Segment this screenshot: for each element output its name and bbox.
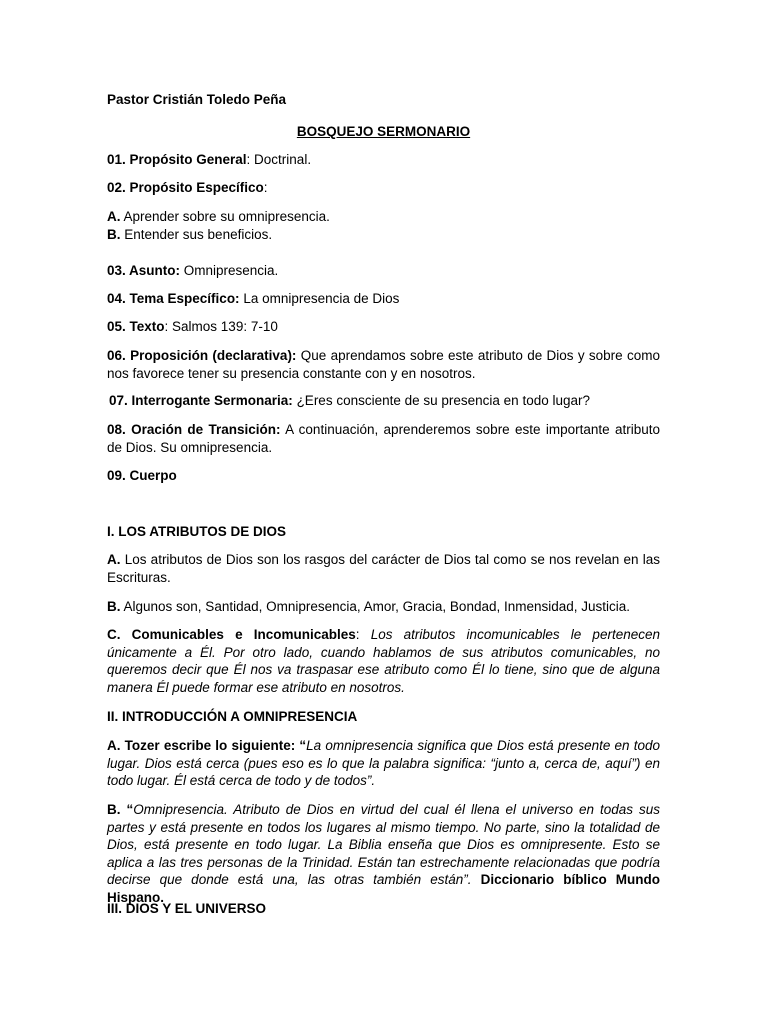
item-02-label: 02. Propósito Específico (107, 180, 264, 195)
section-1-heading (107, 523, 660, 541)
section-2-heading (107, 708, 660, 726)
item-02-a-label: A. (107, 209, 121, 224)
item-05-text: : Salmos 139: 7-10 (164, 319, 278, 334)
item-06-label: 06. Proposición (declarativa): (107, 348, 297, 363)
item-08-label: 08. Oración de Transición: (107, 422, 281, 437)
item-03 (107, 262, 660, 280)
item-08-text: A continuación, aprenderemos sobre este importante atributo de Dios. Su omnipresencia. (107, 422, 660, 455)
item-01-label: 01. Propósito General (107, 152, 247, 167)
item-04-label: 04. Tema Específico: (107, 291, 240, 306)
author-line (107, 91, 660, 109)
item-07 (107, 392, 662, 410)
item-08 (107, 421, 660, 456)
document-title (107, 123, 660, 141)
section-2-b-label: B. “ (107, 802, 134, 817)
item-02-a-text: Aprender sobre su omnipresencia. (120, 209, 330, 224)
item-07-text: ¿Eres consciente de su presencia en todo lugar? (292, 393, 590, 408)
item-05-label: 05. Texto (107, 319, 165, 334)
item-05 (107, 318, 660, 336)
section-1-a-label: A. (107, 552, 121, 567)
item-09-label: 09. Cuerpo (107, 468, 177, 483)
item-02-b-label: B. (107, 227, 121, 242)
section-1-c-colon: : (355, 627, 371, 642)
section-2-b-source: Diccionario bíblico Mundo Hispano. (107, 872, 660, 905)
item-03-text: Omnipresencia. (180, 263, 279, 278)
item-07-label: 07. Interrogante Sermonaria: (109, 393, 293, 408)
section-3-heading (107, 900, 660, 918)
section-1-b (107, 598, 660, 616)
section-2-b-text: Omnipresencia. Atributo de Dios en virtud del cual él llena el universo en todas sus partes y está presente en todos los lugares al mismo tiempo. No parte, sino la totalidad de Dios, está presente en todo lugar. La Biblia enseña que Dios es omnipresente. Esto se aplica a las tres personas de la Trinidad. Están tan estrechamente relacionadas que podría decirse que donde está una, las otras también están”. (107, 802, 660, 887)
item-06-text: Que aprendamos sobre este atributo de Dios y sobre como nos favorece tener su presencia constante con y en nosotros. (107, 348, 660, 381)
item-04-text: La omnipresencia de Dios (239, 291, 400, 306)
section-1-b-text: Algunos son, Santidad, Omnipresencia, Amor, Gracia, Bondad, Inmensidad, Justicia. (120, 599, 631, 614)
section-1-b-label: B. (107, 599, 121, 614)
section-1-c (107, 626, 660, 696)
section-1-a-text: Los atributos de Dios son los rasgos del carácter de Dios tal como se nos revelan en las Escrituras. (107, 552, 660, 585)
section-1-heading-text: I. LOS ATRIBUTOS DE DIOS (107, 524, 287, 539)
section-2-a-text: La omnipresencia significa que Dios está presente en todo lugar. Dios está cerca (pues eso es lo que la palabra significa: “junto a, cerca de, aquí”) en todo lugar. Él está cerca de todo y de todos”. (107, 738, 660, 788)
section-2-b (107, 801, 660, 906)
item-06 (107, 347, 660, 382)
section-1-c-text: Los atributos incomunicables le pertenecen únicamente a Él. Por otro lado, cuando hablamos de sus atributos comunicables, no queremos decir que Él nos va traspasar ese atributo como Él lo tiene, sino que de alguna manera Él puede formar ese atributo en nosotros. (107, 627, 660, 695)
item-09 (107, 467, 660, 485)
item-02-a (107, 208, 660, 226)
section-1-c-label: C. Comunicables e Incomunicables (107, 627, 356, 642)
item-01-text: : Doctrinal. (246, 152, 312, 167)
item-02-text: : (263, 180, 268, 195)
section-2-heading-text: II. INTRODUCCIÓN A OMNIPRESENCIA (107, 709, 358, 724)
section-2-a (107, 737, 660, 790)
item-02-b (107, 226, 660, 244)
section-3-heading-text: III. DIOS Y EL UNIVERSO (107, 901, 267, 916)
section-1-a (107, 551, 660, 586)
title-text: BOSQUEJO SERMONARIO (296, 124, 471, 139)
item-03-label: 03. Asunto: (107, 263, 181, 278)
author-name: Pastor Cristián Toledo Peña (107, 92, 287, 107)
item-02-b-text: Entender sus beneficios. (120, 227, 273, 242)
item-04 (107, 290, 660, 308)
item-02 (107, 179, 660, 197)
item-01 (107, 151, 660, 169)
section-2-a-label: A. Tozer escribe lo siguiente: “ (107, 738, 307, 753)
